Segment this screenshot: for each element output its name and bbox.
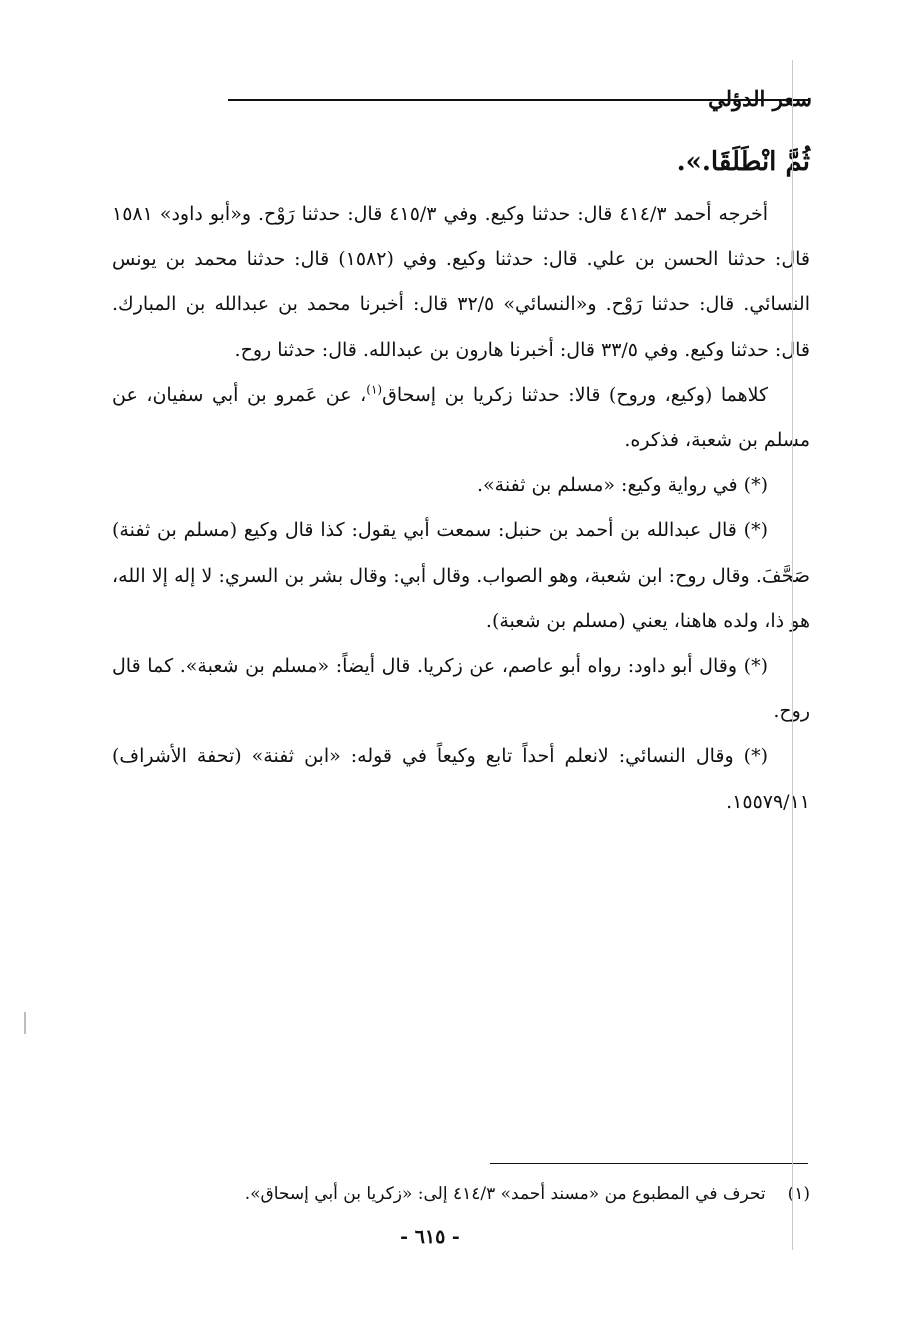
footnote-rule — [490, 1163, 808, 1164]
quran-line: ثُمَّ انْطَلَقَا.». — [676, 147, 810, 177]
scan-artifact-mark — [24, 1012, 26, 1034]
footnote-reference[interactable]: (١) — [366, 382, 383, 397]
note-nasai: (*) وقال النسائي: لانعلم أحداً تابع وكيعاً في قوله: «ابن ثفنة» (تحفة الأشراف) ١٥٥٧٩/١١. — [112, 745, 810, 813]
main-text — [112, 134, 810, 825]
note-abdullah: (*) قال عبدالله بن أحمد بن حنبل: سمعت أبي يقول: كذا قال وكيع (مسلم بن ثفنة) صَحَّفَ. وقال روح: ابن شعبة، وهو الصواب. وقال أبي: وقال بشر بن السري: لا إله إلا الله، هو ذا، ولده هاهنا، يعني (مسلم بن شعبة). — [112, 519, 810, 632]
running-title: سعر الدؤلي — [708, 86, 812, 111]
isnad-text-start: كلاهما (وكيع، وروح) قالا: حدثنا زكريا بن إسحاق — [382, 383, 769, 406]
scan-artifact-line — [792, 60, 793, 1250]
header-rule — [228, 99, 808, 101]
note-waki: (*) في رواية وكيع: «مسلم بن ثفنة». — [477, 474, 768, 497]
paragraph-takhrij: أخرجه أحمد ٤١٤/٣ قال: حدثنا وكيع. وفي ٤١٥/٣ قال: حدثنا رَوْح. و«أبو داود» ١٥٨١ قال: حدثنا الحسن بن علي. قال: حدثنا وكيع. وفي (١٥٨٢) قال: حدثنا محمد بن يونس النسائي. قال: حدثنا رَوْح. و«النسائي» ٣٢/٥ قال: أخبرنا محمد بن عبدالله بن المبارك. قال: حدثنا وكيع. وفي ٣٣/٥ قال: أخبرنا هارون بن عبدالله. قال: حدثنا روح. — [112, 203, 811, 361]
footnote — [112, 1180, 810, 1208]
note-abu-dawud: (*) وقال أبو داود: رواه أبو عاصم، عن زكريا. قال أيضاً: «مسلم بن شعبة». كما قال روح. — [112, 655, 810, 723]
isnad-text-end: ، عن عَمرو بن أبي سفيان، عن مسلم بن شعبة، فذكره. — [112, 383, 810, 452]
footnote-number: (١) — [787, 1184, 810, 1204]
paragraph-isnad — [112, 373, 810, 463]
page-number: - ٦١٥ - — [400, 1226, 460, 1248]
footnote-text: تحرف في المطبوع من «مسند أحمد» ٤١٤/٣ إلى: «زكريا بن أبي إسحاق». — [244, 1184, 766, 1204]
